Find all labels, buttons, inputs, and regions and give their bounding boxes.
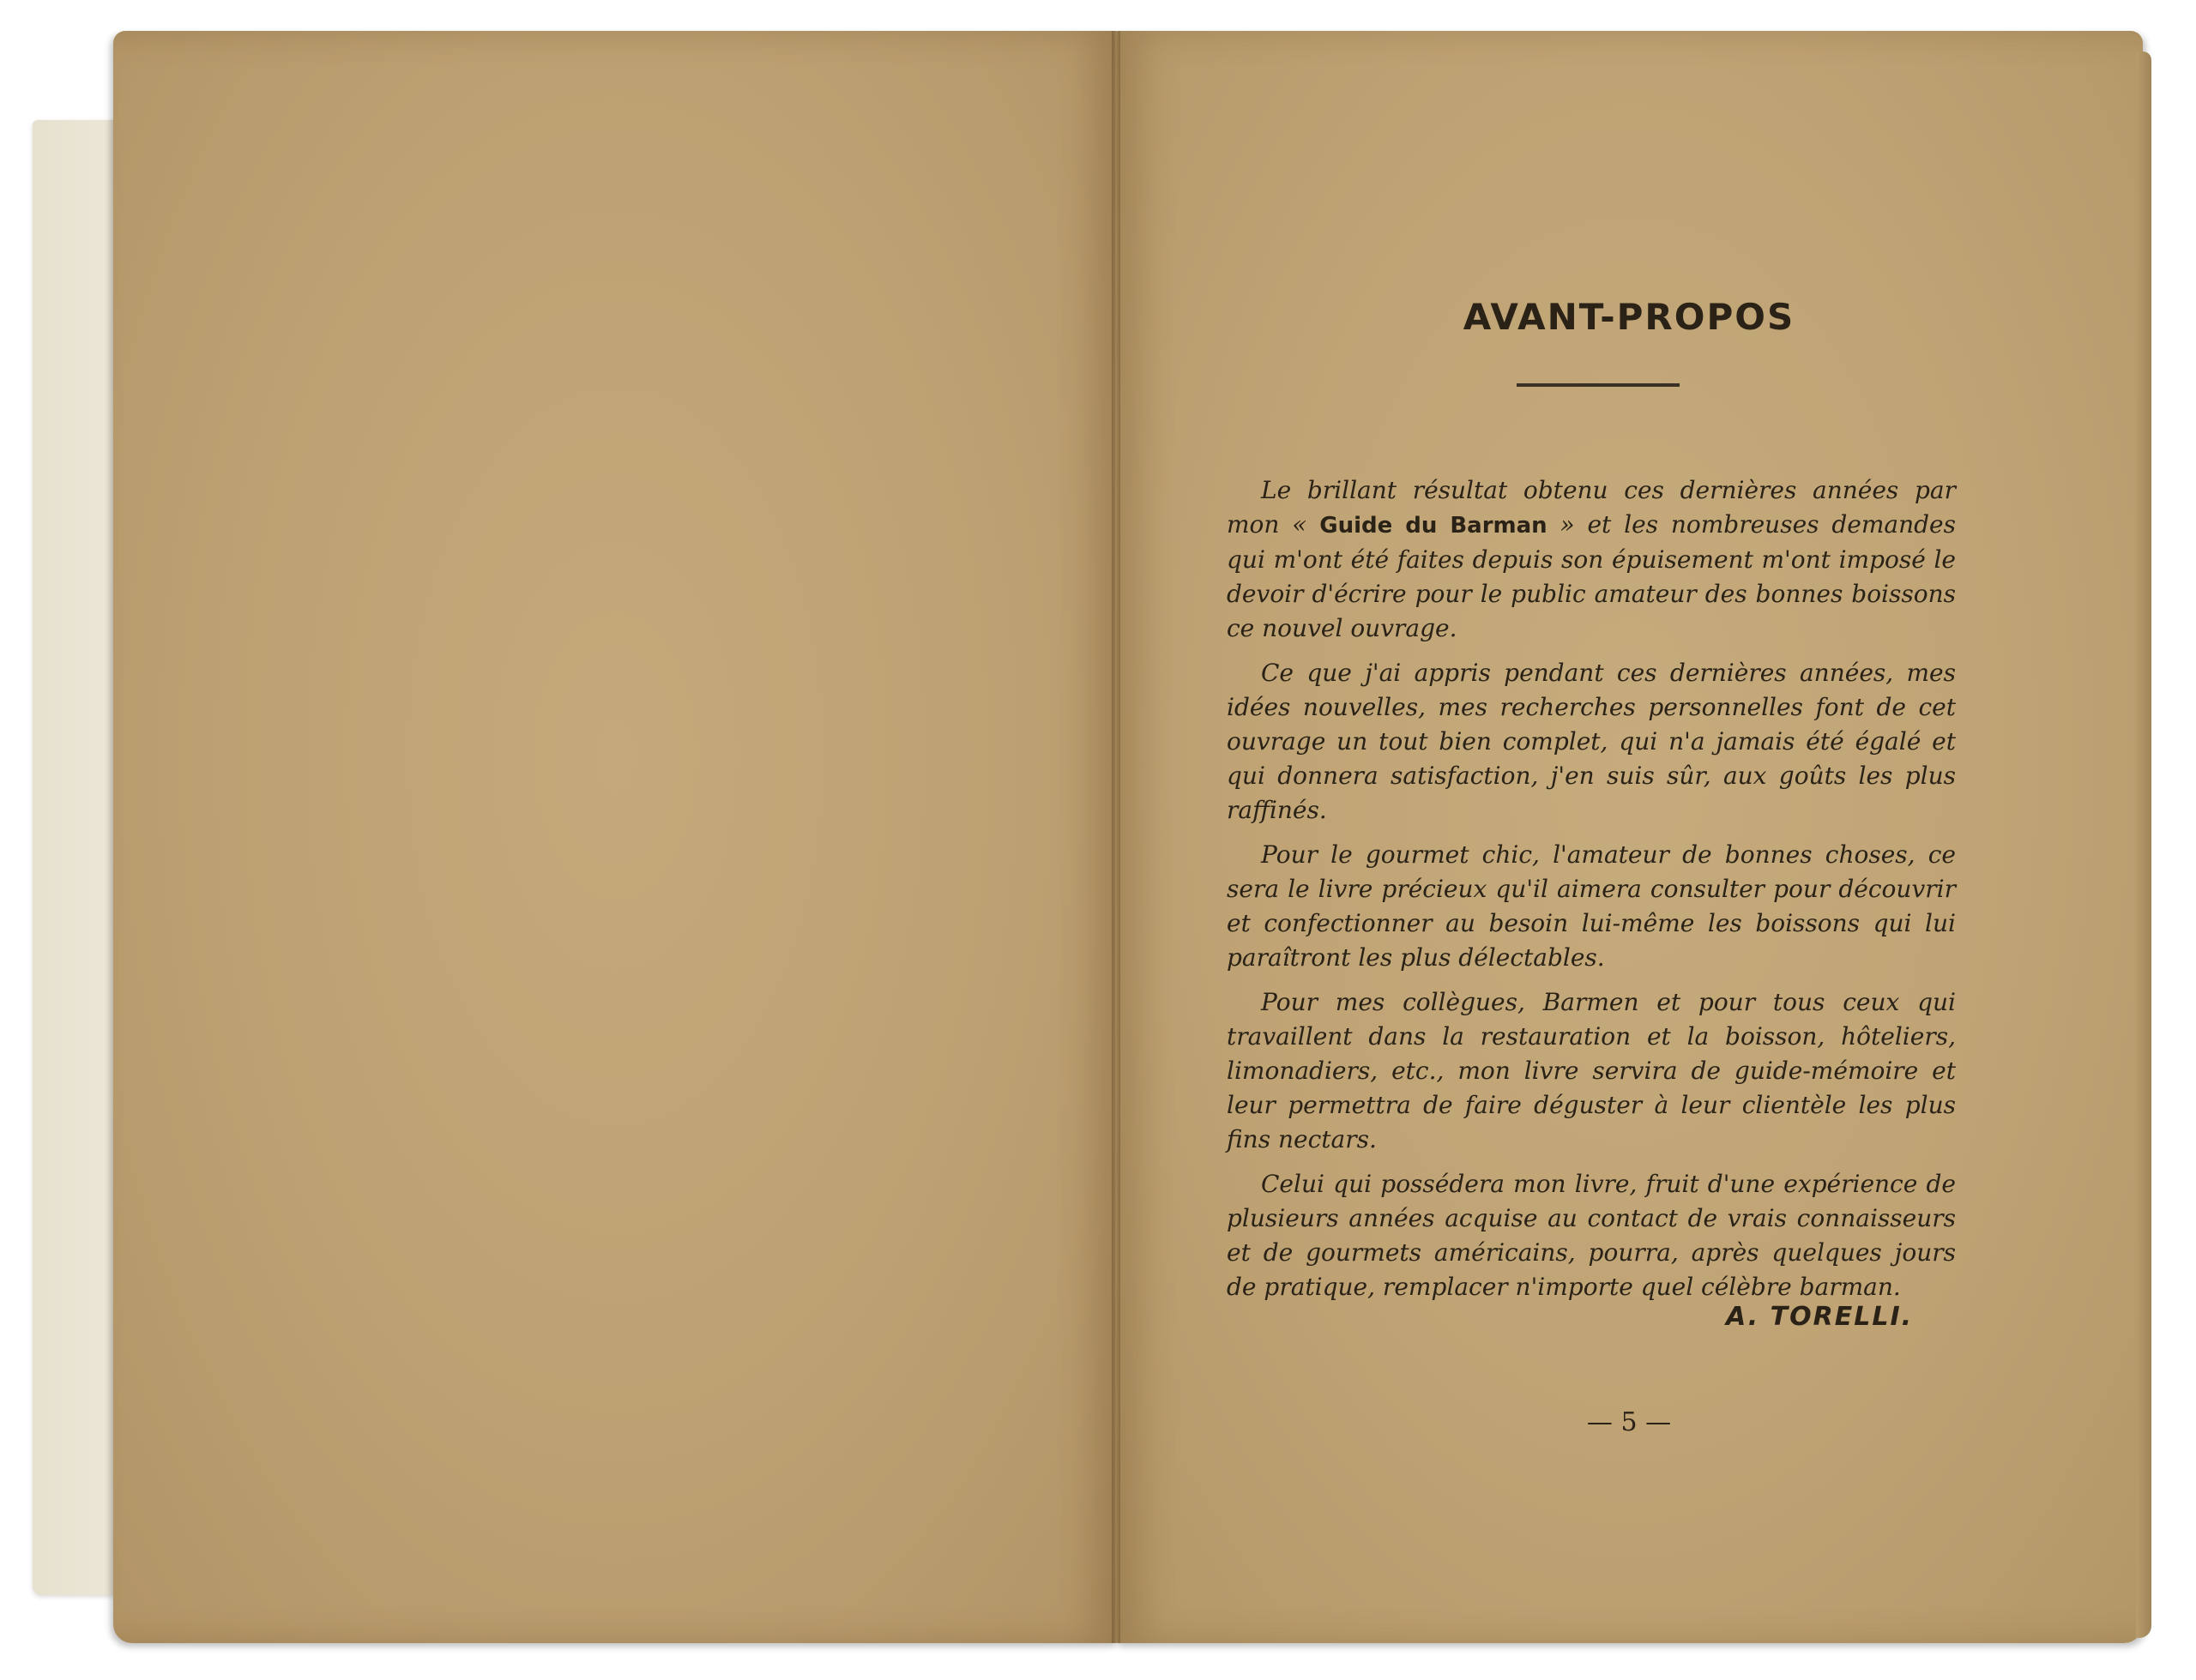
left-page-blank — [113, 31, 1119, 1643]
paragraph-4: Pour mes collègues, Barmen et pour tous ceux qui travaillent dans la restauration et la boisson, hôteliers, limonadiers, etc., mon livre servira de guide-mémoire et leur permettra de faire déguster à leur clientèle les plus fins nectars. — [1227, 988, 1956, 1153]
author-signature: A. TORELLI. — [1726, 1302, 1913, 1332]
paragraph-1-end: » et les nombreuses demandes qui m'ont été faites depuis son épuisement m'ont imposé le devoir d'écrire pour le public amateur des bonnes boissons ce nouvel ouvrage. — [1227, 510, 1956, 642]
paragraph-5: Celui qui possédera mon livre, fruit d'une expérience de plusieurs années acquise au contact de vrais connaisseurs et de gourmets américains, pourra, après quelques jours de pratique, remplacer n'importe quel célèbre barman. — [1227, 1170, 1956, 1301]
foreword-body — [1227, 473, 1956, 1315]
page-fore-edge — [2136, 51, 2151, 1638]
paragraph-1-start: Le brillant résultat obtenu ces dernières années par mon « — [1227, 476, 1956, 539]
paragraph-3: Pour le gourmet chic, l'amateur de bonnes choses, ce sera le livre précieux qu'il aimera consulter pour découvrir et confectionner au besoin lui-même les boissons qui lui paraîtront les plus délectables. — [1227, 840, 1956, 972]
paragraph-1 — [1227, 473, 1956, 646]
paragraph-2: Ce que j'ai appris pendant ces dernières années, mes idées nouvelles, mes recherches personnelles font de cet ouvrage un tout bien complet, qui n'a jamais été égalé et qui donnera satisfaction, j'en suis sûr, aux goûts les plus raffinés. — [1227, 659, 1956, 824]
book-gutter — [1112, 31, 1120, 1643]
page-heading: AVANT-PROPOS — [1463, 296, 1795, 338]
book-title: Guide du Barman — [1319, 513, 1547, 539]
heading-rule — [1517, 383, 1680, 387]
page-number: — 5 — — [1586, 1407, 1672, 1437]
